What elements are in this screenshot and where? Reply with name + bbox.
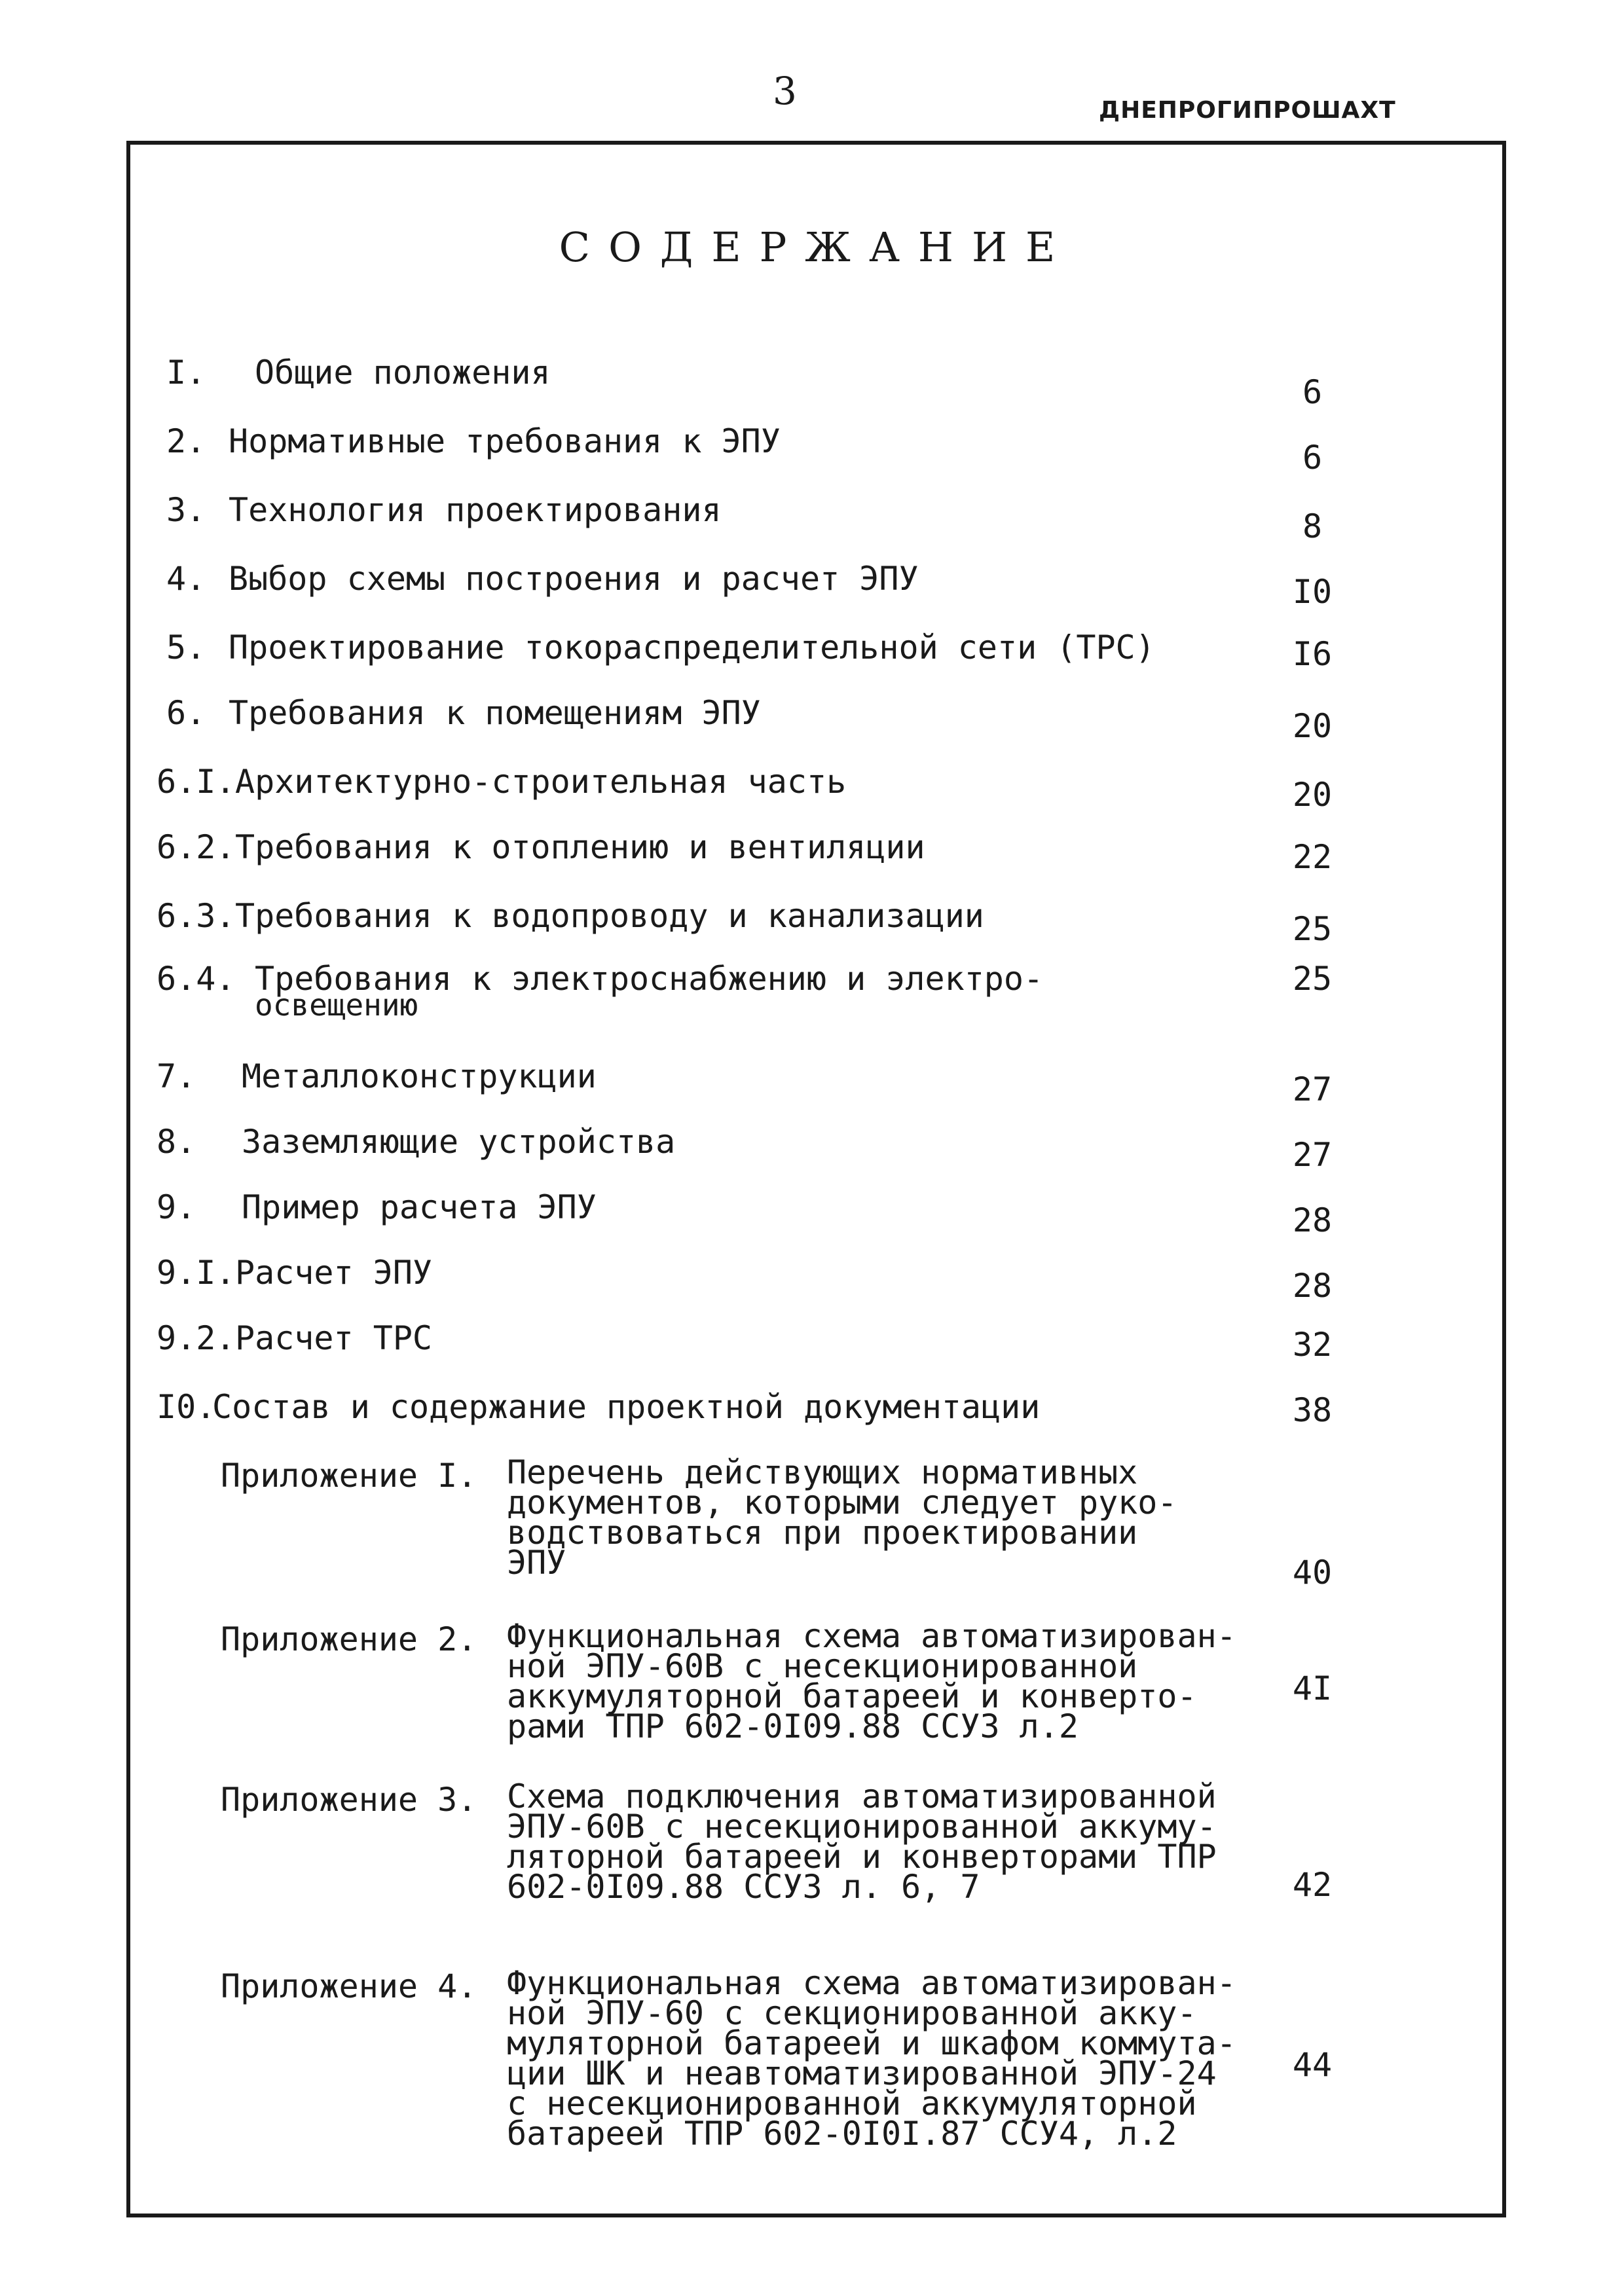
toc-number: 6.2.: [157, 828, 236, 866]
toc-label: Заземляющие устройства: [242, 1123, 676, 1161]
toc-number: 5.: [166, 629, 206, 666]
toc-number: 4.: [166, 560, 206, 598]
appendix-line: с несекционированной аккумуляторной: [507, 2085, 1197, 2123]
appendix-line: ляторной батареей и конверторами ТПР: [507, 1838, 1217, 1876]
toc-page: I6: [1292, 635, 1333, 673]
toc-page: 22: [1292, 838, 1333, 876]
toc-label: Требования к водопроводу и канализации: [235, 897, 984, 935]
appendix-line: Функциональная схема автоматизирован-: [507, 1617, 1236, 1655]
toc-page: 27: [1292, 1070, 1333, 1108]
toc-page: 20: [1292, 776, 1333, 814]
appendix-line: ЭПУ-60В с несекционированной аккуму-: [507, 1808, 1217, 1846]
toc-number: 6.I.: [157, 763, 236, 801]
appendix-line: муляторной батареей и шкафом коммута-: [507, 2024, 1236, 2062]
toc-label: Расчет ЭПУ: [235, 1254, 433, 1292]
toc-number: 6.: [166, 694, 206, 732]
appendix-line: документов, которыми следует руко-: [507, 1484, 1177, 1522]
toc-page: 6: [1302, 439, 1323, 477]
toc-number: 6.4.: [157, 960, 236, 998]
appendix-label: Приложение 4.: [221, 1967, 477, 2005]
appendix-description: [507, 1617, 1273, 1745]
toc-label: Общие положения: [255, 354, 551, 392]
toc-label: Пример расчета ЭПУ: [242, 1188, 597, 1226]
toc-number: 8.: [157, 1123, 196, 1161]
toc-page: 32: [1292, 1326, 1333, 1364]
toc-label: Архитектурно-строительная часть: [235, 763, 847, 801]
toc-page: 27: [1292, 1136, 1333, 1174]
appendix-line: батареей ТПР 602-0I0I.87 ССУ4, л.2: [507, 2115, 1177, 2153]
toc-number: I.: [166, 354, 206, 392]
appendix-line: рами ТПР 602-0I09.88 ССУ3 л.2: [507, 1707, 1079, 1745]
toc-label: Расчет ТРС: [235, 1319, 433, 1357]
appendix-line: водствоваться при проектировании: [507, 1514, 1138, 1552]
toc-number: 9.: [157, 1188, 196, 1226]
appendix-line: аккумуляторной батареей и конверто-: [507, 1677, 1197, 1715]
appendix-description: [507, 1777, 1273, 1906]
toc-page: 6: [1302, 373, 1323, 411]
appendix-page: 4I: [1292, 1669, 1333, 1707]
page-number: 3: [773, 69, 797, 113]
toc-page: 25: [1292, 960, 1333, 998]
toc-label: Требования к отоплению и вентиляции: [235, 828, 925, 866]
toc-page: 28: [1292, 1267, 1333, 1305]
appendix-line: Схема подключения автоматизированной: [507, 1777, 1217, 1815]
appendix-line: ной ЭПУ-60В с несекционированной: [507, 1647, 1138, 1685]
appendix-line: ной ЭПУ-60 с секционированной акку-: [507, 1994, 1197, 2032]
appendix-line: Перечень действующих нормативных: [507, 1453, 1138, 1491]
appendix-label: Приложение I.: [221, 1457, 477, 1495]
toc-number: 2.: [166, 422, 206, 460]
toc-page: 8: [1302, 507, 1323, 545]
appendix-line: ции ШК и неавтоматизированной ЭПУ-24: [507, 2054, 1217, 2092]
appendix-label: Приложение 3.: [221, 1781, 477, 1819]
toc-label: Технология проектирования: [229, 491, 722, 529]
toc-page: I0: [1292, 573, 1333, 611]
toc-label: Выбор схемы построения и расчет ЭПУ: [229, 560, 919, 598]
toc-label: Металлоконструкции: [242, 1057, 597, 1095]
toc-page: 20: [1292, 707, 1333, 745]
toc-label-continuation: освещению: [255, 987, 418, 1023]
appendix-description: [507, 1964, 1273, 2153]
appendix-line: 602-0I09.88 ССУ3 л. 6, 7: [507, 1868, 980, 1906]
appendix-page: 40: [1292, 1554, 1333, 1592]
toc-number: 9.2.: [157, 1319, 236, 1357]
toc-label: Требования к помещениям ЭПУ: [229, 694, 761, 732]
toc-page: 25: [1292, 910, 1333, 948]
toc-page: 38: [1292, 1391, 1333, 1429]
appendix-page: 44: [1292, 2046, 1333, 2084]
appendix-label: Приложение 2.: [221, 1620, 477, 1658]
appendix-page: 42: [1292, 1866, 1333, 1904]
toc-label: Нормативные требования к ЭПУ: [229, 422, 781, 460]
toc-label: Проектирование токораспределительной сети (ТРС): [229, 629, 1155, 666]
toc-number: 3.: [166, 491, 206, 529]
toc-page: 28: [1292, 1201, 1333, 1239]
toc-number: I0.: [157, 1388, 216, 1426]
content-frame: [126, 141, 1506, 2217]
toc-label: Требования к электроснабжению и электро-: [255, 960, 1044, 998]
organization-name: ДНЕПРОГИПРОШАХТ: [1099, 97, 1396, 124]
appendix-line: ЭПУ: [507, 1544, 566, 1582]
page-title: СОДЕРЖАНИЕ: [559, 223, 1074, 271]
appendix-line: Функциональная схема автоматизирован-: [507, 1964, 1236, 2002]
toc-number: 9.I.: [157, 1254, 236, 1292]
toc-number: 7.: [157, 1057, 196, 1095]
toc-label: Состав и содержание проектной документации: [212, 1388, 1041, 1426]
toc-number: 6.3.: [157, 897, 236, 935]
appendix-description: [507, 1453, 1273, 1582]
